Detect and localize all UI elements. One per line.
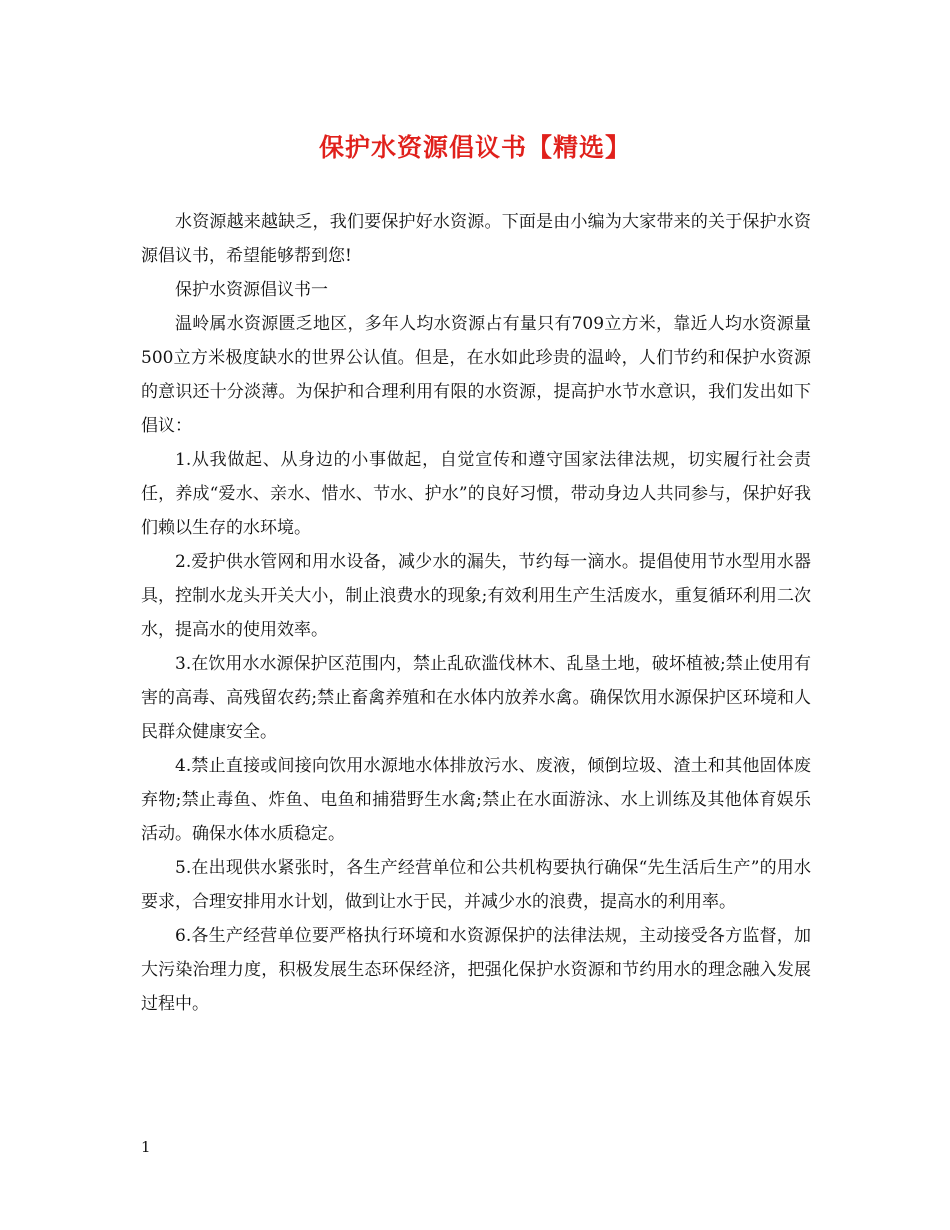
- page-number: 1: [141, 1138, 151, 1156]
- paragraph-item-4: 4.禁止直接或间接向饮用水源地水体排放污水、废液，倾倒垃圾、渣土和其他固体废弃物;禁止毒鱼、炸鱼、电鱼和捕猎野生水禽;禁止在水面游泳、水上训练及其他体育娱乐活动。确保水体水质稳定。: [141, 756, 811, 844]
- document-title: 保护水资源倡议书【精选】: [318, 133, 631, 162]
- paragraph-item-2: 2.爱护供水管网和用水设备，减少水的漏失，节约每一滴水。提倡使用节水型用水器具，控制水龙头开关大小，制止浪费水的现象;有效利用生产生活废水，重复循环利用二次水，提高水的使用效率。: [141, 552, 811, 640]
- paragraph-item-3: 3.在饮用水水源保护区范围内，禁止乱砍滥伐林木、乱垦土地，破坏植被;禁止使用有害的高毒、高残留农药;禁止畜禽养殖和在水体内放养水禽。确保饮用水源保护区环境和人民群众健康安全。: [141, 654, 811, 742]
- paragraph-item-1: 1.从我做起、从身边的小事做起，自觉宣传和遵守国家法律法规，切实履行社会责任，养成“爱水、亲水、惜水、节水、护水”的良好习惯，带动身边人共同参与，保护好我们赖以生存的水环境。: [141, 450, 811, 538]
- paragraph-item-6: 6.各生产经营单位要严格执行环境和水资源保护的法律法规，主动接受各方监督，加大污染治理力度，积极发展生态环保经济，把强化保护水资源和节约用水的理念融入发展过程中。: [141, 926, 811, 1014]
- paragraph-background: 温岭属水资源匮乏地区，多年人均水资源占有量只有709立方米，靠近人均水资源量500立方米极度缺水的世界公认值。但是，在水如此珍贵的温岭，人们节约和保护水资源的意识还十分淡薄。为保护和合理利用有限的水资源，提高护水节水意识，我们发出如下倡议：: [141, 314, 811, 436]
- paragraph-intro: 水资源越来越缺乏，我们要保护好水资源。下面是由小编为大家带来的关于保护水资源倡议书，希望能够帮到您!: [141, 212, 811, 266]
- paragraph-subheading: 保护水资源倡议书一: [175, 280, 328, 300]
- document-body: [141, 205, 811, 1021]
- paragraph-item-5: 5.在出现供水紧张时，各生产经营单位和公共机构要执行确保“先生活后生产”的用水要求，合理安排用水计划，做到让水于民，并减少水的浪费，提高水的利用率。: [141, 858, 811, 912]
